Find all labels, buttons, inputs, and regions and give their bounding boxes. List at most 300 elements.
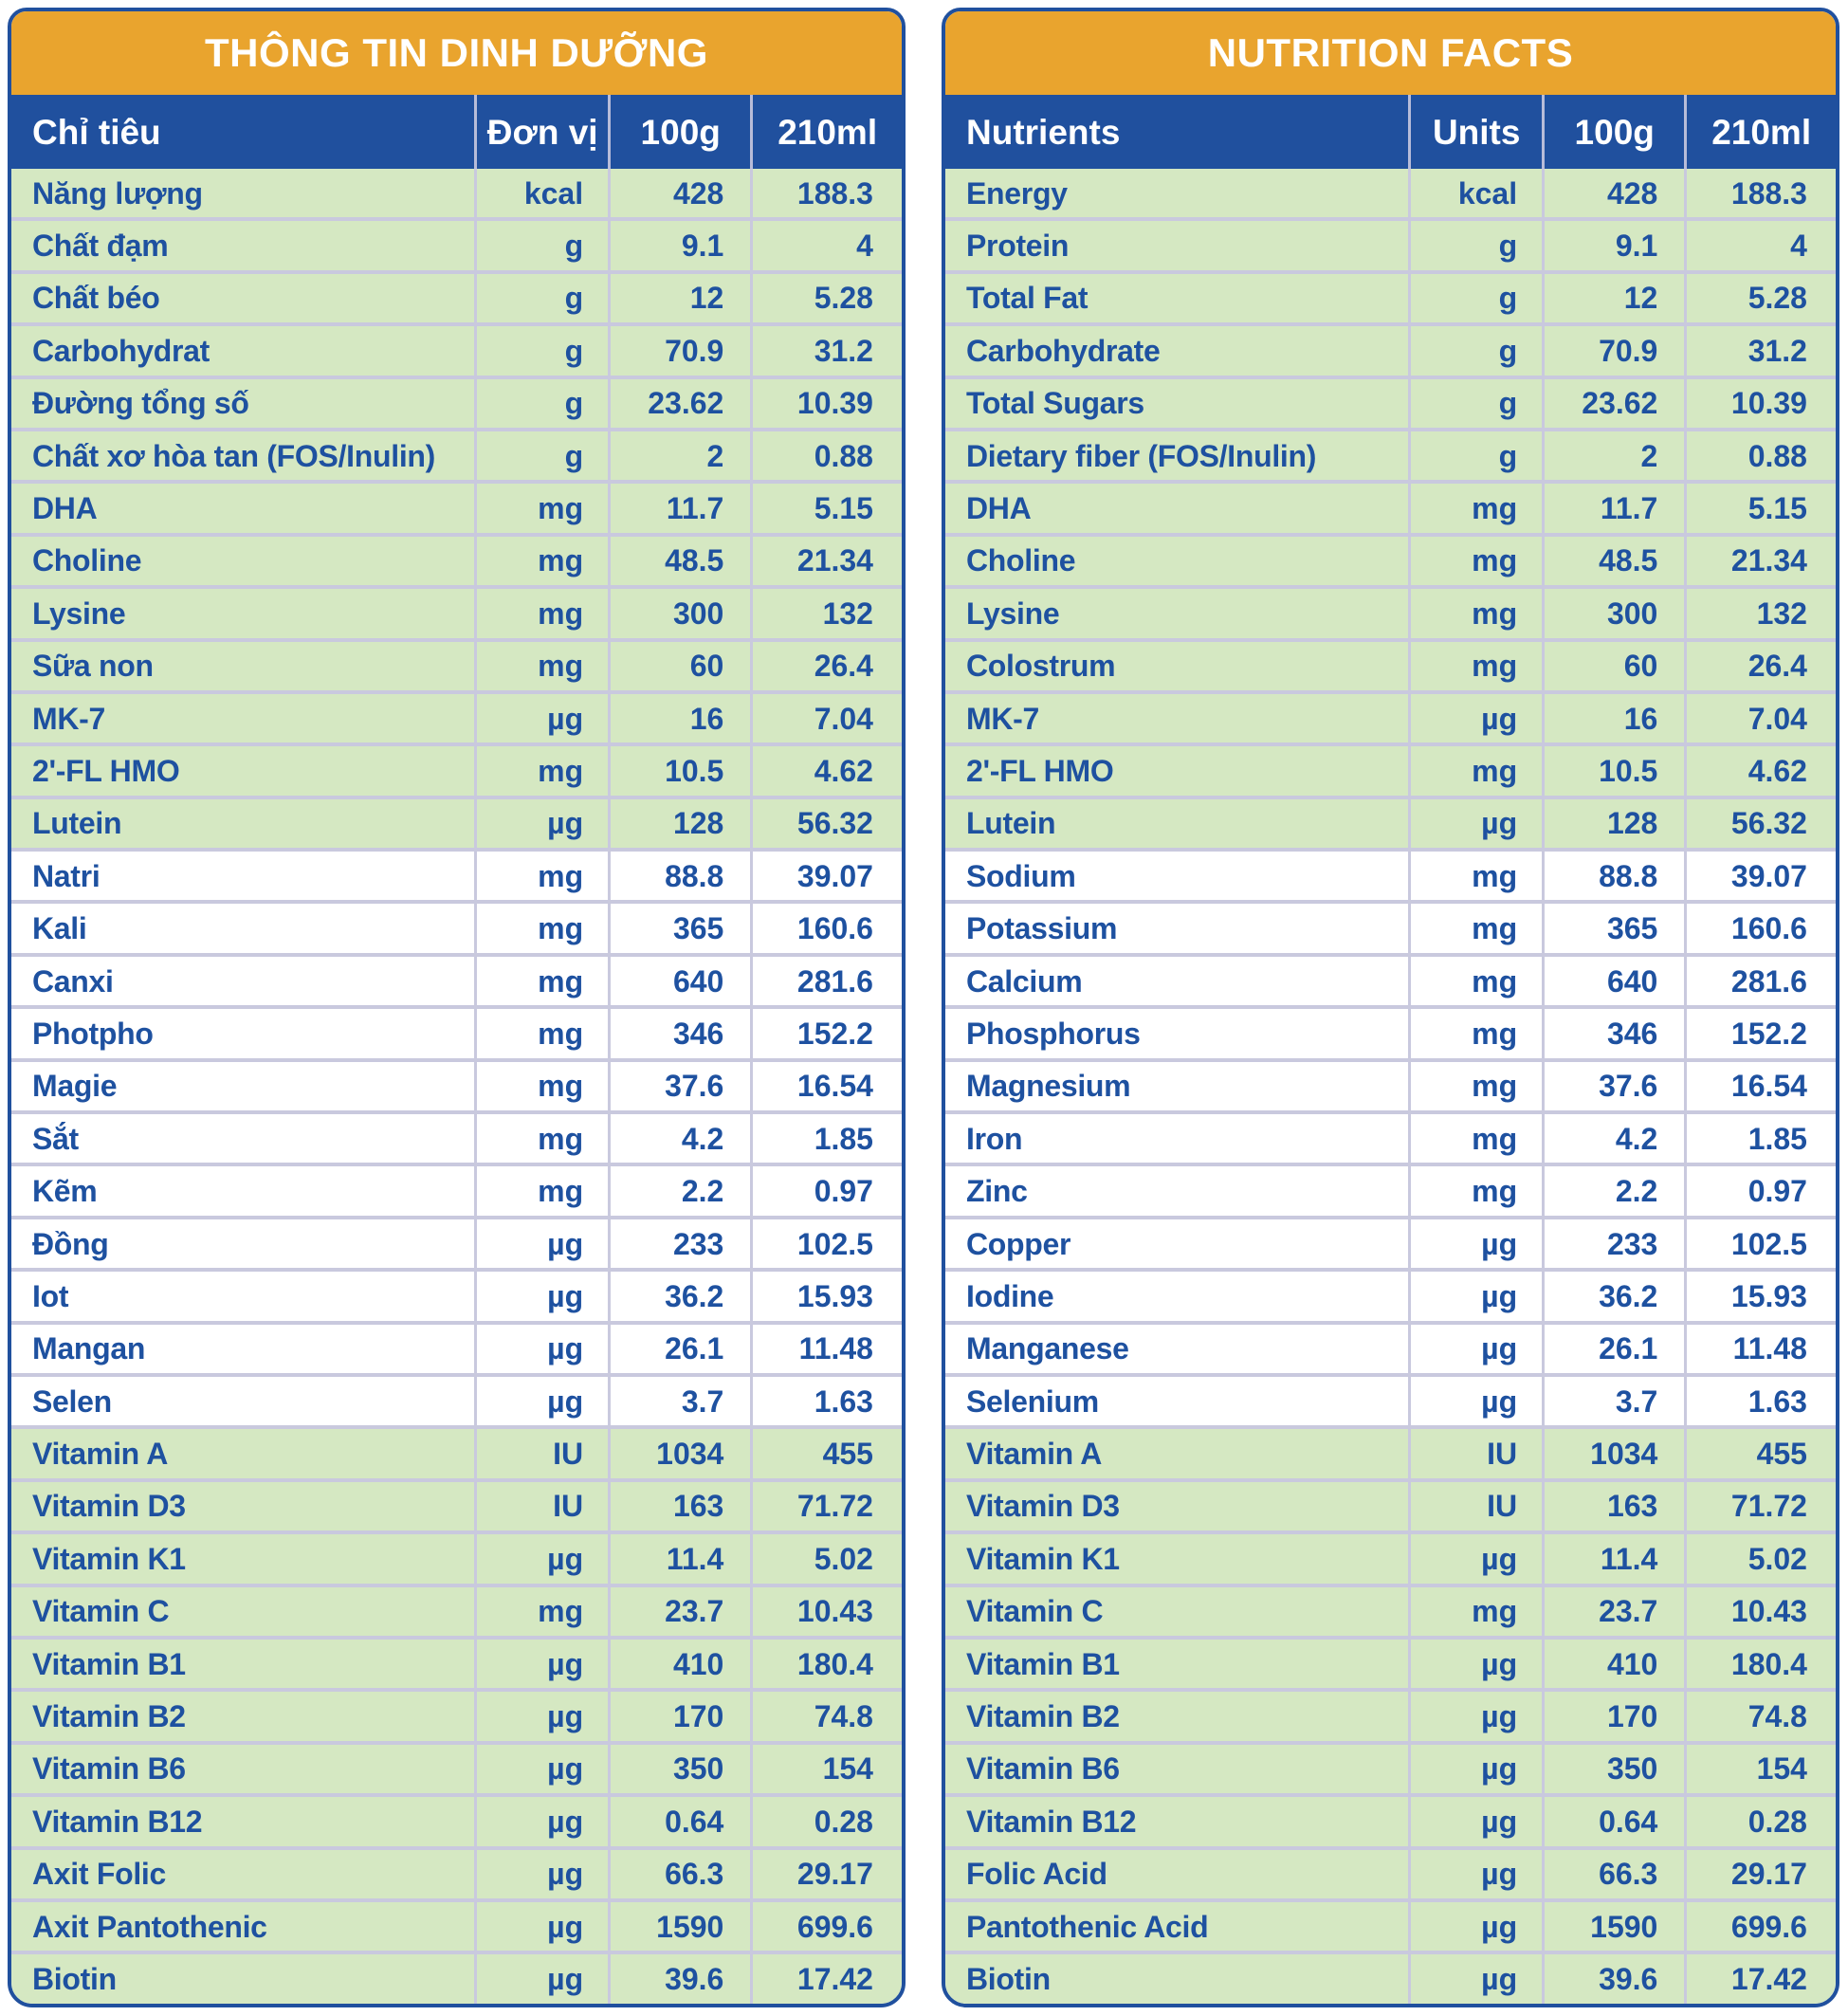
row-value-210ml: 7.04 — [750, 694, 902, 742]
row-value-100g: 1034 — [608, 1429, 750, 1477]
row-label: Kẽm — [32, 1174, 98, 1209]
row-value-100g: 88.8 — [1542, 852, 1684, 900]
row-value-210ml: 180.4 — [1684, 1640, 1836, 1688]
table-row — [11, 1268, 902, 1320]
row-unit: µg — [1408, 799, 1542, 848]
row-unit: mg — [474, 746, 608, 795]
table-row — [945, 1110, 1836, 1163]
row-label: Đường tổng số — [32, 386, 249, 421]
table-row — [945, 638, 1836, 690]
row-label: Kali — [32, 911, 87, 946]
row-label: Vitamin B12 — [966, 1804, 1137, 1839]
row-value-100g: 170 — [1542, 1692, 1684, 1740]
row-value-100g: 37.6 — [1542, 1062, 1684, 1110]
table-row — [11, 1741, 902, 1793]
row-unit: mg — [474, 642, 608, 690]
table-row — [11, 480, 902, 532]
row-label: Chất đạm — [32, 229, 169, 264]
row-label: Natri — [32, 858, 101, 893]
row-label: Carbohydrate — [966, 333, 1161, 368]
table-row — [11, 1321, 902, 1373]
row-unit: µg — [474, 694, 608, 742]
row-label: Sữa non — [32, 649, 154, 684]
row-label: Calcium — [966, 963, 1083, 999]
row-label: Copper — [966, 1226, 1071, 1261]
row-value-210ml: 5.15 — [750, 484, 902, 532]
row-value-100g: 60 — [1542, 642, 1684, 690]
row-value-210ml: 74.8 — [1684, 1692, 1836, 1740]
row-value-210ml: 188.3 — [1684, 169, 1836, 217]
row-label: Vitamin A — [32, 1437, 169, 1472]
table-row — [945, 796, 1836, 848]
table-row — [11, 270, 902, 322]
row-unit: µg — [1408, 1902, 1542, 1951]
row-value-100g: 11.7 — [1542, 484, 1684, 532]
row-label: Magie — [32, 1069, 118, 1104]
row-unit: mg — [474, 957, 608, 1005]
row-value-100g: 3.7 — [608, 1377, 750, 1425]
row-value-210ml: 281.6 — [750, 957, 902, 1005]
table-row — [945, 480, 1836, 532]
row-unit: g — [474, 221, 608, 269]
table-row — [945, 1951, 1836, 2003]
row-value-100g: 233 — [608, 1219, 750, 1268]
row-value-100g: 60 — [608, 642, 750, 690]
row-value-100g: 0.64 — [1542, 1797, 1684, 1845]
table-row — [11, 1425, 902, 1477]
row-value-100g: 410 — [608, 1640, 750, 1688]
row-value-100g: 640 — [608, 957, 750, 1005]
column-header-100g: 100g — [1542, 95, 1684, 169]
row-value-210ml: 0.88 — [750, 431, 902, 480]
table-row — [11, 585, 902, 637]
row-unit: µg — [1408, 1692, 1542, 1740]
table-row — [11, 1478, 902, 1530]
row-label: Vitamin B2 — [966, 1699, 1120, 1734]
row-unit: µg — [474, 1902, 608, 1951]
table-row — [945, 1793, 1836, 1845]
row-label: Lysine — [32, 596, 126, 631]
row-label: Total Fat — [966, 281, 1089, 316]
row-value-210ml: 455 — [1684, 1429, 1836, 1477]
row-unit: µg — [474, 1272, 608, 1320]
table-row — [945, 1373, 1836, 1425]
row-label: Sắt — [32, 1121, 79, 1156]
table-row — [11, 217, 902, 269]
row-label: Choline — [966, 543, 1076, 578]
row-value-100g: 0.64 — [608, 1797, 750, 1845]
row-label: Manganese — [966, 1331, 1129, 1366]
row-value-100g: 48.5 — [1542, 537, 1684, 585]
table-row — [945, 322, 1836, 375]
row-value-210ml: 5.28 — [750, 274, 902, 322]
column-header-row — [945, 95, 1836, 169]
row-value-100g: 1590 — [1542, 1902, 1684, 1951]
row-unit: g — [1408, 379, 1542, 428]
row-value-100g: 346 — [1542, 1009, 1684, 1057]
row-value-210ml: 29.17 — [750, 1850, 902, 1898]
row-value-100g: 365 — [1542, 904, 1684, 952]
row-unit: mg — [1408, 537, 1542, 585]
row-value-210ml: 31.2 — [1684, 326, 1836, 375]
row-unit: mg — [1408, 642, 1542, 690]
row-value-100g: 128 — [608, 799, 750, 848]
table-row — [11, 848, 902, 900]
table-row — [945, 690, 1836, 742]
row-label: Phosphorus — [966, 1016, 1141, 1051]
table-row — [945, 533, 1836, 585]
row-unit: µg — [474, 1377, 608, 1425]
table-row — [11, 1793, 902, 1845]
row-label: Selen — [32, 1384, 112, 1419]
row-unit: mg — [474, 1009, 608, 1057]
row-unit: µg — [474, 1534, 608, 1583]
table-row — [945, 1005, 1836, 1057]
row-value-210ml: 0.97 — [750, 1166, 902, 1215]
table-row — [11, 1636, 902, 1688]
row-value-100g: 39.6 — [1542, 1954, 1684, 2003]
row-value-210ml: 132 — [750, 589, 902, 637]
row-value-100g: 128 — [1542, 799, 1684, 848]
row-label: Lysine — [966, 596, 1060, 631]
row-value-100g: 12 — [1542, 274, 1684, 322]
row-label: Biotin — [32, 1961, 117, 1996]
row-value-210ml: 11.48 — [750, 1325, 902, 1373]
nutrition-table-vietnamese — [8, 8, 906, 2007]
table-row — [945, 169, 1836, 217]
row-unit: g — [1408, 431, 1542, 480]
row-value-210ml: 0.88 — [1684, 431, 1836, 480]
table-body — [11, 169, 902, 2004]
table-row — [945, 1898, 1836, 1951]
column-header-row — [11, 95, 902, 169]
row-value-100g: 170 — [608, 1692, 750, 1740]
row-label: Vitamin B12 — [32, 1804, 203, 1839]
table-row — [945, 217, 1836, 269]
table-row — [11, 1584, 902, 1636]
row-value-100g: 23.7 — [1542, 1587, 1684, 1636]
row-value-210ml: 21.34 — [750, 537, 902, 585]
row-value-210ml: 152.2 — [750, 1009, 902, 1057]
row-label: Vitamin K1 — [32, 1541, 186, 1576]
row-value-100g: 428 — [1542, 169, 1684, 217]
row-unit: µg — [1408, 1377, 1542, 1425]
row-value-210ml: 10.39 — [1684, 379, 1836, 428]
row-unit: mg — [474, 852, 608, 900]
row-value-100g: 350 — [608, 1745, 750, 1793]
row-unit: mg — [1408, 746, 1542, 795]
row-value-100g: 11.4 — [608, 1534, 750, 1583]
row-label: Mangan — [32, 1331, 146, 1366]
row-value-100g: 163 — [1542, 1482, 1684, 1530]
row-value-210ml: 26.4 — [750, 642, 902, 690]
row-value-210ml: 160.6 — [1684, 904, 1836, 952]
row-unit: µg — [1408, 1640, 1542, 1688]
row-unit: µg — [474, 799, 608, 848]
table-row — [11, 428, 902, 480]
row-unit: µg — [1408, 1272, 1542, 1320]
row-label: Iron — [966, 1121, 1023, 1156]
table-row — [11, 1373, 902, 1425]
row-value-100g: 350 — [1542, 1745, 1684, 1793]
row-label: Chất xơ hòa tan (FOS/Inulin) — [32, 438, 436, 473]
row-unit: µg — [1408, 1797, 1542, 1845]
row-label: MK-7 — [32, 701, 106, 736]
row-value-100g: 11.7 — [608, 484, 750, 532]
row-value-100g: 163 — [608, 1482, 750, 1530]
row-label: 2'-FL HMO — [966, 753, 1114, 788]
row-unit: µg — [474, 1325, 608, 1373]
row-value-100g: 2 — [1542, 431, 1684, 480]
row-unit: mg — [474, 1587, 608, 1636]
row-label: 2'-FL HMO — [32, 753, 180, 788]
row-unit: g — [474, 431, 608, 480]
row-value-210ml: 102.5 — [1684, 1219, 1836, 1268]
column-header-210ml: 210ml — [1684, 95, 1836, 169]
row-value-210ml: 10.43 — [1684, 1587, 1836, 1636]
row-value-210ml: 39.07 — [750, 852, 902, 900]
table-row — [11, 1058, 902, 1110]
row-value-100g: 48.5 — [608, 537, 750, 585]
row-value-210ml: 699.6 — [1684, 1902, 1836, 1951]
row-value-100g: 300 — [608, 589, 750, 637]
row-value-100g: 410 — [1542, 1640, 1684, 1688]
row-label: Vitamin B1 — [32, 1646, 186, 1681]
row-value-100g: 2.2 — [608, 1166, 750, 1215]
row-value-100g: 66.3 — [608, 1850, 750, 1898]
row-label: Lutein — [966, 806, 1056, 841]
row-value-210ml: 10.39 — [750, 379, 902, 428]
table-row — [11, 796, 902, 848]
row-value-100g: 23.62 — [608, 379, 750, 428]
row-unit: µg — [1408, 1534, 1542, 1583]
table-row — [945, 376, 1836, 428]
row-value-210ml: 16.54 — [750, 1062, 902, 1110]
table-row — [945, 1058, 1836, 1110]
table-row — [11, 1846, 902, 1898]
row-value-100g: 11.4 — [1542, 1534, 1684, 1583]
row-value-210ml: 21.34 — [1684, 537, 1836, 585]
row-label: Sodium — [966, 858, 1076, 893]
row-label: Lutein — [32, 806, 122, 841]
row-value-100g: 26.1 — [1542, 1325, 1684, 1373]
row-unit: mg — [1408, 589, 1542, 637]
row-unit: mg — [474, 1114, 608, 1163]
row-label: Zinc — [966, 1174, 1028, 1209]
row-value-100g: 9.1 — [608, 221, 750, 269]
row-unit: µg — [474, 1640, 608, 1688]
row-value-100g: 12 — [608, 274, 750, 322]
row-label: DHA — [32, 491, 98, 526]
table-body — [945, 169, 1836, 2004]
row-label: Năng lượng — [32, 175, 203, 211]
table-row — [11, 690, 902, 742]
row-value-210ml: 0.97 — [1684, 1166, 1836, 1215]
row-label: MK-7 — [966, 701, 1040, 736]
table-row — [11, 900, 902, 952]
row-label: Vitamin D3 — [966, 1489, 1120, 1524]
row-value-100g: 9.1 — [1542, 221, 1684, 269]
table-row — [945, 1216, 1836, 1268]
row-value-210ml: 0.28 — [750, 1797, 902, 1845]
column-header-name: Nutrients — [966, 112, 1121, 152]
table-row — [945, 742, 1836, 795]
column-header-100g: 100g — [608, 95, 750, 169]
row-label: Vitamin B6 — [966, 1751, 1120, 1787]
row-value-210ml: 1.85 — [1684, 1114, 1836, 1163]
row-value-100g: 16 — [608, 694, 750, 742]
table-title-vietnamese: THÔNG TIN DINH DƯỠNG — [11, 11, 902, 95]
row-value-210ml: 154 — [1684, 1745, 1836, 1793]
row-value-210ml: 1.63 — [1684, 1377, 1836, 1425]
row-unit: mg — [1408, 1062, 1542, 1110]
table-row — [11, 742, 902, 795]
row-value-100g: 36.2 — [1542, 1272, 1684, 1320]
row-value-210ml: 4.62 — [1684, 746, 1836, 795]
table-row — [945, 1741, 1836, 1793]
row-value-210ml: 132 — [1684, 589, 1836, 637]
row-value-100g: 88.8 — [608, 852, 750, 900]
row-unit: mg — [474, 589, 608, 637]
row-label: Axit Pantothenic — [32, 1909, 267, 1944]
row-value-210ml: 10.43 — [750, 1587, 902, 1636]
row-label: Magnesium — [966, 1069, 1131, 1104]
row-value-210ml: 160.6 — [750, 904, 902, 952]
table-row — [945, 270, 1836, 322]
row-label: Canxi — [32, 963, 114, 999]
row-value-210ml: 16.54 — [1684, 1062, 1836, 1110]
row-value-210ml: 29.17 — [1684, 1850, 1836, 1898]
row-value-100g: 16 — [1542, 694, 1684, 742]
row-value-210ml: 1.85 — [750, 1114, 902, 1163]
row-unit: µg — [1408, 1745, 1542, 1793]
table-row — [11, 1005, 902, 1057]
row-label: Choline — [32, 543, 142, 578]
row-unit: µg — [474, 1954, 608, 2003]
row-unit: mg — [1408, 957, 1542, 1005]
row-value-100g: 36.2 — [608, 1272, 750, 1320]
row-value-210ml: 455 — [750, 1429, 902, 1477]
row-value-210ml: 154 — [750, 1745, 902, 1793]
row-label: Carbohydrat — [32, 333, 210, 368]
row-label: Folic Acid — [966, 1857, 1107, 1892]
row-value-210ml: 102.5 — [750, 1219, 902, 1268]
column-header-210ml: 210ml — [750, 95, 902, 169]
row-value-100g: 4.2 — [608, 1114, 750, 1163]
row-label: Vitamin B2 — [32, 1699, 186, 1734]
row-value-210ml: 4 — [750, 221, 902, 269]
table-row — [945, 1425, 1836, 1477]
row-label: Vitamin A — [966, 1437, 1103, 1472]
row-value-210ml: 56.32 — [750, 799, 902, 848]
row-value-100g: 300 — [1542, 589, 1684, 637]
table-row — [945, 1846, 1836, 1898]
row-label: Energy — [966, 175, 1068, 211]
row-unit: IU — [1408, 1482, 1542, 1530]
row-value-210ml: 31.2 — [750, 326, 902, 375]
row-unit: mg — [474, 1166, 608, 1215]
row-label: Selenium — [966, 1384, 1099, 1419]
row-label: Pantothenic Acid — [966, 1909, 1209, 1944]
row-value-100g: 4.2 — [1542, 1114, 1684, 1163]
table-row — [11, 638, 902, 690]
row-value-210ml: 26.4 — [1684, 642, 1836, 690]
row-value-100g: 26.1 — [608, 1325, 750, 1373]
row-value-100g: 1590 — [608, 1902, 750, 1951]
row-label: Colostrum — [966, 649, 1116, 684]
row-unit: µg — [474, 1219, 608, 1268]
row-value-210ml: 0.28 — [1684, 1797, 1836, 1845]
table-row — [945, 1636, 1836, 1688]
row-unit: g — [474, 379, 608, 428]
row-label: Vitamin C — [32, 1594, 170, 1629]
row-label: Biotin — [966, 1961, 1051, 1996]
row-value-210ml: 188.3 — [750, 169, 902, 217]
table-row — [945, 953, 1836, 1005]
row-value-100g: 10.5 — [608, 746, 750, 795]
row-value-210ml: 15.93 — [1684, 1272, 1836, 1320]
row-label: DHA — [966, 491, 1032, 526]
row-unit: mg — [1408, 904, 1542, 952]
table-row — [11, 322, 902, 375]
row-value-210ml: 15.93 — [750, 1272, 902, 1320]
row-value-210ml: 5.15 — [1684, 484, 1836, 532]
table-row — [945, 1530, 1836, 1583]
row-value-210ml: 4.62 — [750, 746, 902, 795]
table-row — [945, 1321, 1836, 1373]
table-row — [11, 1688, 902, 1740]
row-unit: mg — [474, 484, 608, 532]
table-row — [11, 953, 902, 1005]
row-unit: µg — [1408, 1954, 1542, 2003]
row-unit: µg — [474, 1745, 608, 1793]
row-label: Protein — [966, 229, 1070, 264]
row-value-210ml: 5.02 — [1684, 1534, 1836, 1583]
row-value-100g: 2 — [608, 431, 750, 480]
row-value-100g: 3.7 — [1542, 1377, 1684, 1425]
row-unit: kcal — [474, 169, 608, 217]
table-row — [945, 1478, 1836, 1530]
row-value-210ml: 17.42 — [1684, 1954, 1836, 2003]
row-value-210ml: 71.72 — [1684, 1482, 1836, 1530]
table-row — [11, 1163, 902, 1215]
row-value-100g: 2.2 — [1542, 1166, 1684, 1215]
row-value-210ml: 281.6 — [1684, 957, 1836, 1005]
row-label: Axit Folic — [32, 1857, 167, 1892]
row-unit: µg — [474, 1797, 608, 1845]
column-header-name: Chỉ tiêu — [32, 112, 161, 152]
nutrition-table-english — [942, 8, 1839, 2007]
row-unit: µg — [474, 1850, 608, 1898]
row-value-210ml: 39.07 — [1684, 852, 1836, 900]
row-label: Dietary fiber (FOS/Inulin) — [966, 438, 1317, 473]
table-row — [11, 1216, 902, 1268]
row-label: Vitamin B6 — [32, 1751, 186, 1787]
row-label: Iodine — [966, 1278, 1054, 1313]
row-value-210ml: 7.04 — [1684, 694, 1836, 742]
row-label: Vitamin C — [966, 1594, 1104, 1629]
row-label: Vitamin K1 — [966, 1541, 1120, 1576]
row-unit: g — [1408, 221, 1542, 269]
row-value-100g: 39.6 — [608, 1954, 750, 2003]
row-value-210ml: 4 — [1684, 221, 1836, 269]
row-unit: IU — [1408, 1429, 1542, 1477]
row-unit: g — [474, 326, 608, 375]
row-value-100g: 365 — [608, 904, 750, 952]
table-row — [11, 169, 902, 217]
row-unit: mg — [1408, 1166, 1542, 1215]
row-unit: g — [1408, 326, 1542, 375]
